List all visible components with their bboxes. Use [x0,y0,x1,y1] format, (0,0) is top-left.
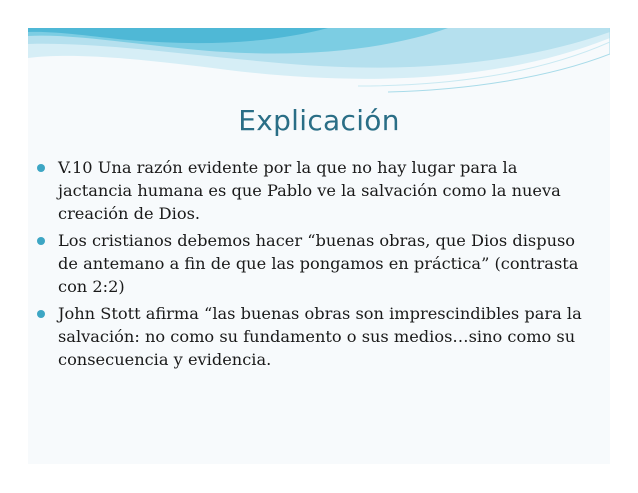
header-wave-decoration [28,28,610,108]
bullet-item [34,229,594,298]
bullet-dot-icon [37,237,45,245]
bullet-dot-icon [37,310,45,318]
slide-title: Explicación [238,104,400,137]
bullet-text: V.10 Una razón evidente por la que no hay lugar para la jactancia humana es que Pablo ve la salvación como la nueva creación de Dios. [58,158,561,223]
bullet-text: Los cristianos debemos hacer “buenas obras, que Dios dispuso de antemano a fin de que las pongamos en práctica” (contrasta con 2:2) [58,231,579,296]
bullet-list [34,156,594,375]
bullet-item [34,156,594,225]
bullet-item [34,302,594,371]
bullet-text: John Stott afirma “las buenas obras son imprescindibles para la salvación: no como su fundamento o sus medios…sino como su consecuencia y evidencia. [58,304,582,369]
bullet-dot-icon [37,164,45,172]
slide [28,28,610,464]
